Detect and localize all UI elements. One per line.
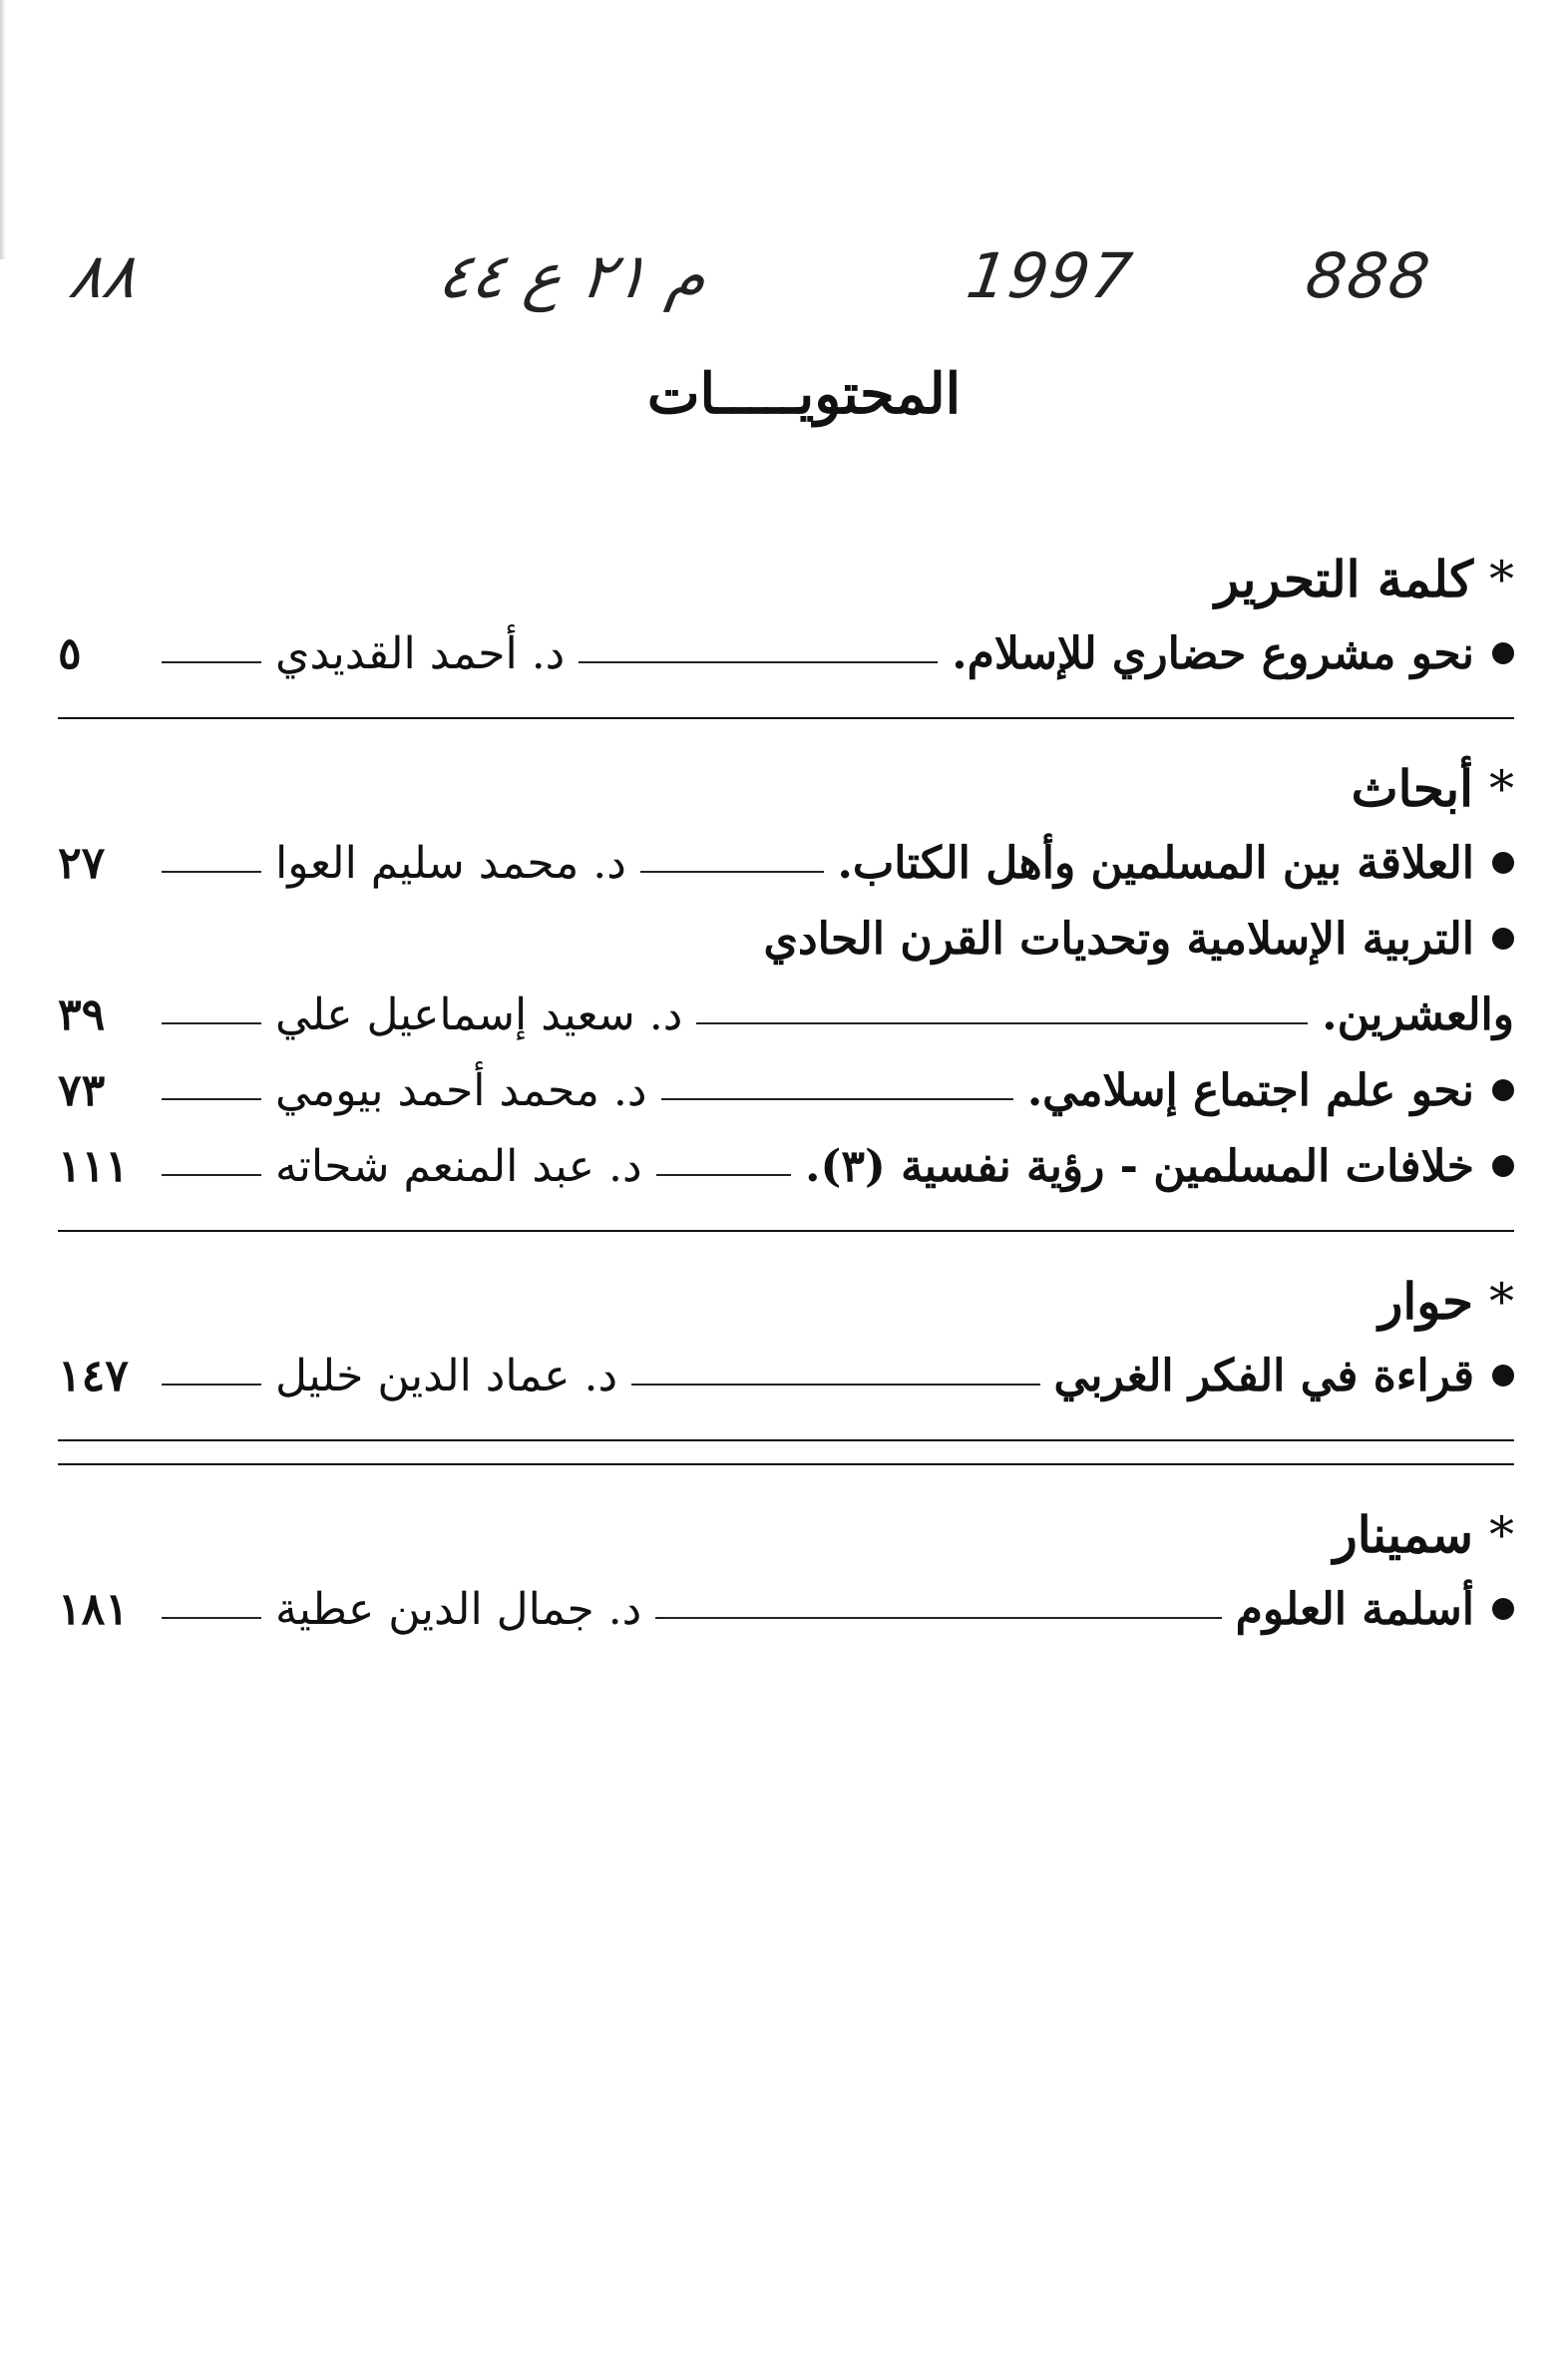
section-heading-editorial xyxy=(58,544,1514,615)
leader-line xyxy=(162,1098,261,1100)
entry-page-number: ٧٣ xyxy=(58,1064,106,1116)
entry-author: د. محمد سليم العوا xyxy=(275,837,626,889)
leader-line xyxy=(661,1098,1013,1100)
section-heading-label: سمينار xyxy=(1333,1505,1473,1564)
leader-line xyxy=(162,661,261,663)
leader-line xyxy=(696,1022,1308,1024)
table-of-contents xyxy=(58,544,1514,1647)
entry-author: د. محمد أحمد بيومي xyxy=(275,1064,647,1116)
bullet-icon xyxy=(1492,1365,1514,1387)
entry-title: العلاقة بين المسلمين وأهل الكتاب. xyxy=(837,837,1474,889)
toc-entry[interactable] xyxy=(58,1052,1514,1128)
leader-line xyxy=(162,1022,261,1024)
bullet-icon xyxy=(1492,1079,1514,1101)
entry-author: د. أحمد القديدي xyxy=(275,627,566,679)
entry-page-number: ٥ xyxy=(58,627,82,679)
section-heading-seminar xyxy=(58,1499,1514,1571)
handwritten-note: ٨٨ xyxy=(64,239,142,312)
entry-title-continuation: والعشرين. xyxy=(1322,989,1514,1040)
entry-author: د. سعيد إسماعيل علي xyxy=(275,989,683,1040)
entry-title: أسلمة العلوم xyxy=(1235,1583,1474,1635)
divider-line xyxy=(58,1230,1514,1232)
bullet-icon xyxy=(1492,928,1514,950)
toc-entry[interactable] xyxy=(58,825,1514,901)
entry-page-number: ٢٧ xyxy=(58,837,106,889)
leader-line xyxy=(631,1384,1039,1386)
entry-page-number: ٣٩ xyxy=(58,989,106,1040)
entry-page-number: ١١١ xyxy=(58,1140,129,1192)
bullet-icon xyxy=(1492,852,1514,874)
entry-title: التربية الإسلامية وتحديات القرن الحادي xyxy=(763,913,1474,965)
page-edge-shadow xyxy=(0,0,6,259)
leader-line xyxy=(162,1384,261,1386)
bullet-icon xyxy=(1492,642,1514,664)
asterisk-icon: * xyxy=(1489,1506,1514,1564)
section-heading-research xyxy=(58,753,1514,825)
entry-page-number: ١٨١ xyxy=(58,1583,129,1635)
leader-line xyxy=(640,871,824,873)
leader-line xyxy=(655,1617,1221,1619)
toc-entry[interactable] xyxy=(58,1338,1514,1413)
leader-line xyxy=(656,1174,792,1176)
handwritten-note: 1997 xyxy=(962,239,1138,312)
toc-entry[interactable] xyxy=(58,901,1514,977)
section-divider xyxy=(58,717,1514,719)
handwritten-catalog-notes xyxy=(60,239,1446,339)
toc-entry[interactable] xyxy=(58,615,1514,691)
entry-author: د. جمال الدين عطية xyxy=(275,1583,642,1635)
section-heading-label: كلمة التحرير xyxy=(1214,550,1473,608)
section-heading-label: أبحاث xyxy=(1351,759,1473,818)
asterisk-icon: * xyxy=(1489,1273,1514,1331)
entry-title: خلافات المسلمين - رؤية نفسية (٣). xyxy=(805,1140,1474,1192)
bullet-icon xyxy=(1492,1598,1514,1620)
leader-line xyxy=(579,661,938,663)
section-heading-dialogue xyxy=(58,1266,1514,1338)
bullet-icon xyxy=(1492,1155,1514,1177)
handwritten-note: م ٢١ ع ٤٤ xyxy=(433,239,711,312)
entry-title: نحو علم اجتماع إسلامي. xyxy=(1026,1064,1474,1116)
section-heading-label: حوار xyxy=(1378,1272,1473,1331)
divider-line xyxy=(58,1439,1514,1441)
entry-page-number: ١٤٧ xyxy=(58,1350,129,1401)
toc-entry-continuation[interactable] xyxy=(58,977,1514,1052)
toc-entry[interactable] xyxy=(58,1128,1514,1204)
entry-title: قراءة في الفكر الغربي xyxy=(1053,1350,1474,1401)
section-divider xyxy=(58,1439,1514,1465)
asterisk-icon: * xyxy=(1489,551,1514,608)
leader-line xyxy=(162,1617,261,1619)
handwritten-note: 888 xyxy=(1301,239,1436,312)
page-title: المحتويـــــات xyxy=(646,361,962,427)
leader-line xyxy=(162,1174,261,1176)
leader-line xyxy=(162,871,261,873)
section-divider xyxy=(58,1230,1514,1232)
toc-entry[interactable] xyxy=(58,1571,1514,1647)
entry-title: نحو مشروع حضاري للإسلام. xyxy=(952,627,1474,679)
asterisk-icon: * xyxy=(1489,760,1514,818)
entry-author: د. عبد المنعم شحاته xyxy=(275,1140,642,1192)
entry-author: د. عماد الدين خليل xyxy=(275,1350,618,1401)
divider-line xyxy=(58,1463,1514,1465)
